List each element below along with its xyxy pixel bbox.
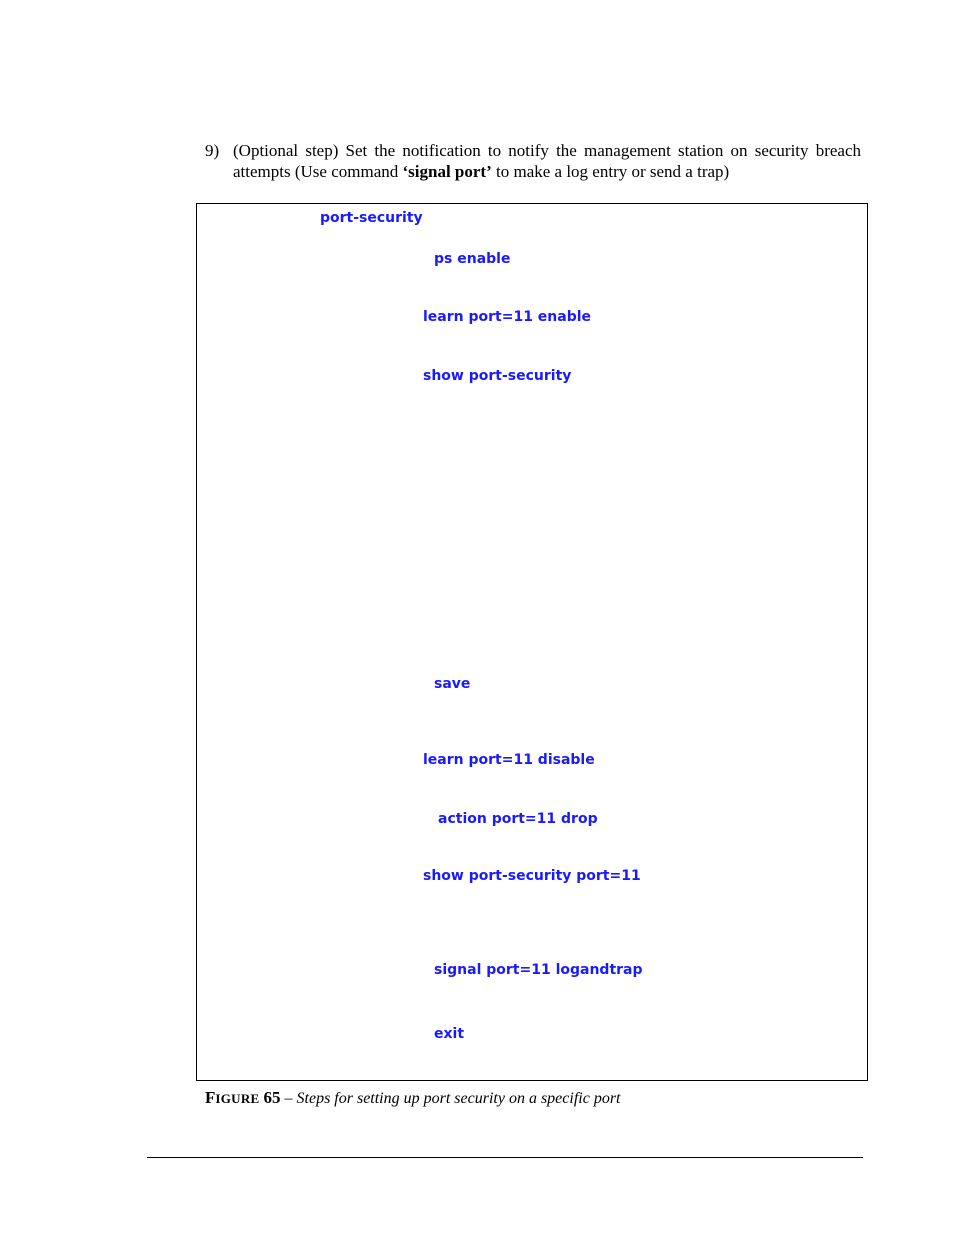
footer-divider <box>147 1157 863 1158</box>
figure-description: Steps for setting up port security on a specific port <box>296 1090 621 1107</box>
step-9 <box>205 140 861 182</box>
command-exit: exit <box>434 1026 465 1042</box>
command-learn-disable: learn port=11 disable <box>423 752 595 768</box>
step-text-before: (Optional step) Set the notification to notify the management station on security breach attempts (Use command <box>233 141 861 181</box>
command-save: save <box>434 676 471 692</box>
command-action-drop: action port=11 drop <box>438 811 598 827</box>
command-learn-enable: learn port=11 enable <box>423 309 592 325</box>
figure-dash: – <box>280 1090 297 1107</box>
command-show-port-security: show port-security <box>423 368 572 384</box>
command-signal-logandtrap: signal port=11 logandtrap <box>434 962 643 978</box>
step-text-after: to make a log entry or send a trap) <box>491 162 730 181</box>
step-number: 9) <box>205 141 220 160</box>
step-description <box>233 140 861 182</box>
figure-label: FIGURE 65 <box>205 1088 281 1107</box>
figure-caption <box>205 1088 620 1109</box>
command-listing-box <box>196 203 868 1081</box>
command-show-port-security-port: show port-security port=11 <box>423 868 641 884</box>
step-command-bold: ‘signal port’ <box>402 162 492 181</box>
command-ps-enable: ps enable <box>434 251 511 267</box>
command-port-security: port-security <box>320 210 423 226</box>
